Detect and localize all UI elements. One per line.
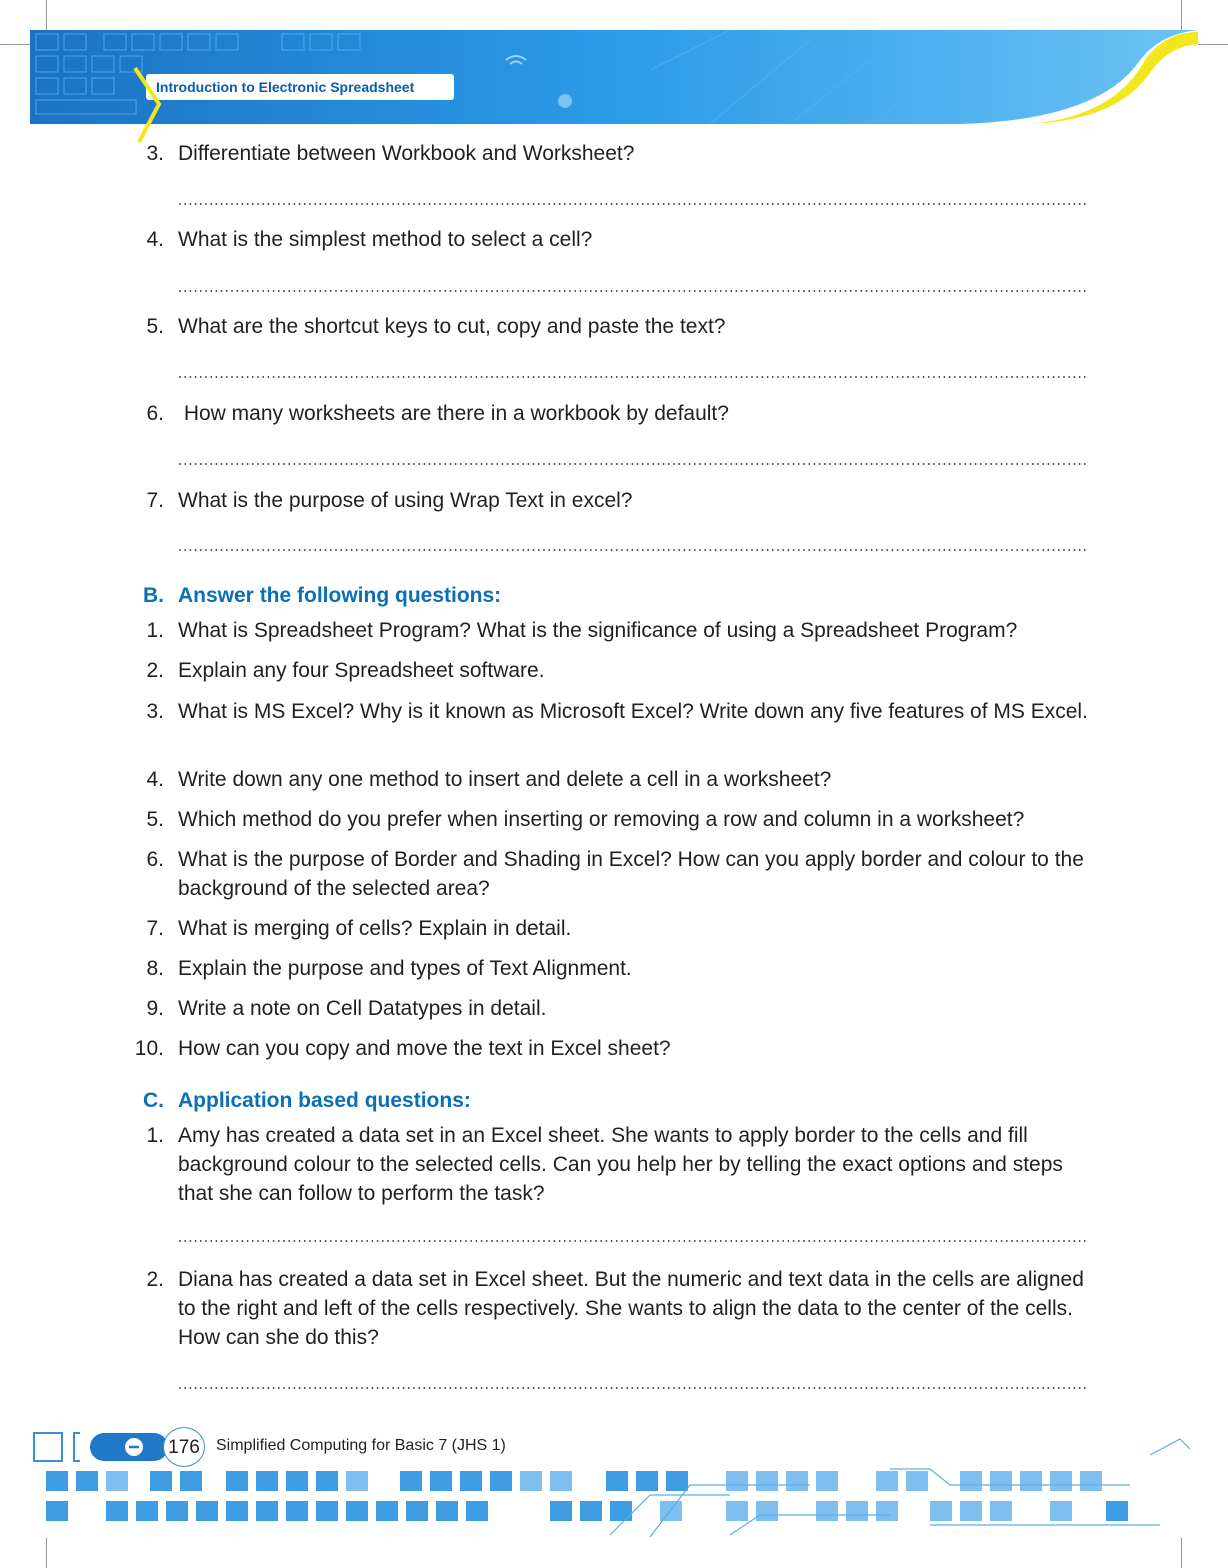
answer-line [178, 284, 1088, 298]
answer-line [178, 1381, 1088, 1395]
crop-mark [46, 0, 47, 30]
answer-line [178, 457, 1088, 471]
crop-mark [1181, 0, 1182, 30]
crop-mark [0, 44, 30, 45]
crop-mark [1198, 44, 1228, 45]
chapter-title: Introduction to Electronic Spreadsheet [156, 79, 415, 95]
chapter-title-tab [146, 74, 454, 100]
answer-line [178, 370, 1088, 384]
book-title: Simplified Computing for Basic 7 (JHS 1) [216, 1437, 506, 1454]
footer-decoration [30, 1425, 1198, 1545]
page-number: 176 [163, 1427, 205, 1467]
answer-line [178, 543, 1088, 557]
tab-pointer-decoration [133, 66, 163, 146]
answer-line [178, 197, 1088, 211]
answer-line [178, 1234, 1088, 1248]
